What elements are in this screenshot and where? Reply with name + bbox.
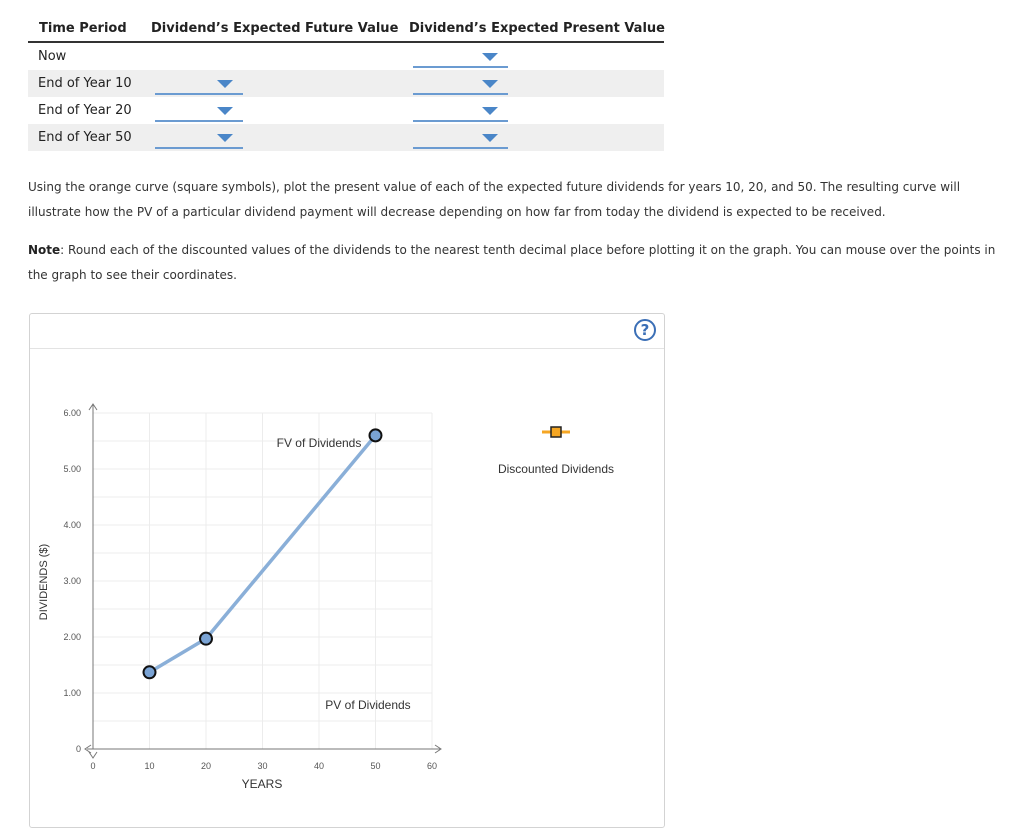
future-value-year10-dropdown[interactable] [155, 75, 243, 95]
chevron-down-icon [217, 80, 233, 88]
row-label: Now [38, 49, 67, 64]
instruction-paragraph: Using the orange curve (square symbols), plot the present value of each of the expected future dividends for years 10, 20, and 50. The resulting curve will illustrate how the PV of a particular dividend payment will decrease depending on how far from today the dividend is expected to be received. [28, 180, 961, 219]
dividend-table [28, 16, 664, 151]
y-tick-label: 5.00 [63, 464, 81, 474]
discounted-dividends-tool[interactable] [542, 427, 570, 437]
fv-data-point[interactable] [370, 429, 382, 441]
header-time-period: Time Period [39, 21, 127, 36]
header-present-value: Dividend’s Expected Present Value [409, 21, 665, 36]
present-value-now-dropdown[interactable] [413, 48, 508, 68]
y-axis-label: DIVIDENDS ($) [38, 543, 50, 621]
chart-ticks [63, 408, 437, 771]
y-tick-label: 3.00 [63, 576, 81, 586]
dividend-chart[interactable] [30, 314, 664, 827]
table-row [28, 70, 664, 97]
x-tick-label: 10 [144, 761, 155, 771]
y-axis-down-arrow [89, 752, 97, 758]
present-value-year10-dropdown[interactable] [413, 75, 508, 95]
fv-data-point[interactable] [144, 666, 156, 678]
chevron-down-icon [482, 107, 498, 115]
legend-label: Discounted Dividends [497, 462, 615, 476]
y-tick-label: 2.00 [63, 632, 81, 642]
y-tick-label: 0 [75, 744, 81, 754]
present-value-year20-dropdown[interactable] [413, 102, 508, 122]
y-tick-label: 1.00 [63, 688, 81, 698]
square-marker-icon [551, 427, 561, 437]
chevron-down-icon [217, 107, 233, 115]
table-row [28, 43, 664, 70]
fv-curve-label: FV of Dividends [276, 436, 362, 450]
future-value-year20-dropdown[interactable] [155, 102, 243, 122]
table-row [28, 124, 664, 151]
chevron-down-icon [482, 134, 498, 142]
x-tick-label: 40 [313, 761, 325, 771]
note-label: Note [28, 243, 61, 257]
table-row [28, 97, 664, 124]
header-future-value: Dividend’s Expected Future Value [151, 21, 399, 36]
x-tick-label: 30 [257, 761, 268, 771]
chevron-down-icon [482, 80, 498, 88]
fv-data-point[interactable] [200, 633, 212, 645]
row-label: End of Year 50 [38, 130, 132, 145]
y-tick-label: 6.00 [63, 408, 81, 418]
pv-curve-label: PV of Dividends [325, 698, 411, 712]
chevron-down-icon [482, 53, 498, 61]
present-value-year50-dropdown[interactable] [413, 129, 508, 149]
table-header [28, 16, 664, 43]
note-text: : Round each of the discounted values of the dividends to the nearest tenth decimal place before plotting it on the graph. You can mouse over the points in the graph to see their coordinates. [28, 243, 996, 282]
graph-panel [29, 313, 665, 828]
note-paragraph [28, 238, 996, 288]
x-tick-label: 50 [370, 761, 381, 771]
x-axis-label: YEARS [241, 777, 283, 791]
future-value-year50-dropdown[interactable] [155, 129, 243, 149]
row-label: End of Year 20 [38, 103, 132, 118]
chevron-down-icon [217, 134, 233, 142]
help-icon[interactable]: ? [634, 319, 656, 341]
x-tick-label: 20 [200, 761, 212, 771]
y-tick-label: 4.00 [63, 520, 81, 530]
row-label: End of Year 10 [38, 76, 132, 91]
x-tick-label: 0 [90, 761, 96, 771]
x-tick-label: 60 [426, 761, 438, 771]
